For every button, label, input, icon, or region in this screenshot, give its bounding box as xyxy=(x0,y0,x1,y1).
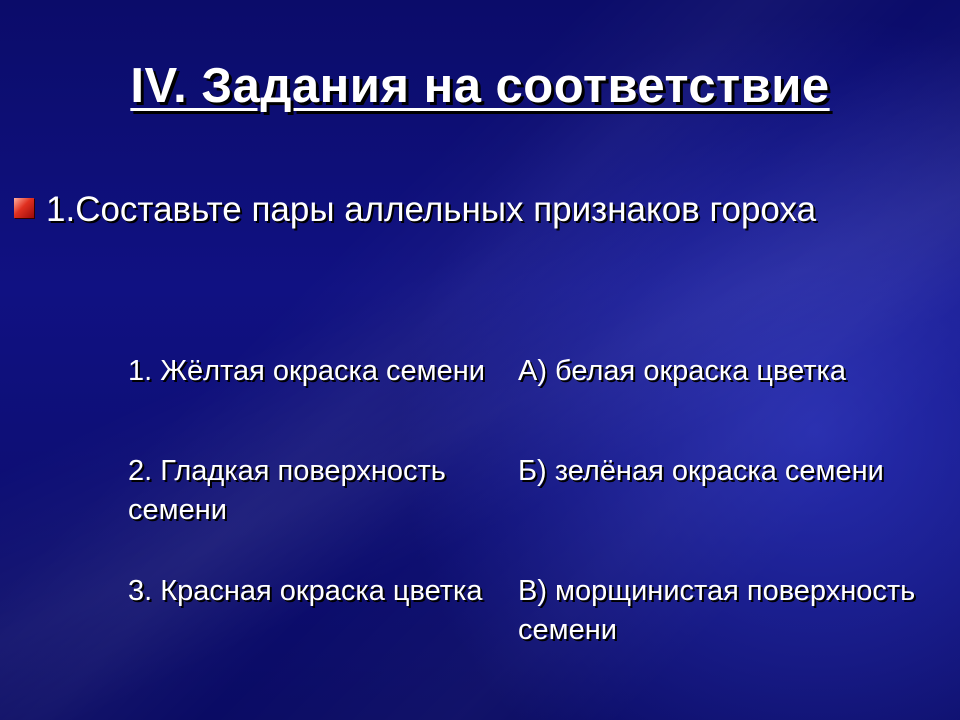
pair-row-3 xyxy=(128,572,932,650)
pair-row-1 xyxy=(128,352,918,391)
pair-row-2 xyxy=(128,452,918,530)
right-item-a: А) белая окраска цветка xyxy=(518,355,846,387)
right-item-b: Б) зелёная окраска семени xyxy=(518,455,884,487)
left-item-3: 3. Красная окраска цветка xyxy=(128,575,483,607)
task-text: 1.Составьте пары аллельных признаков гороха xyxy=(46,190,817,229)
slide-title: IV. Задания на соответствие xyxy=(130,59,830,113)
left-item-1: 1. Жёлтая окраска семени xyxy=(128,355,485,387)
task-bullet xyxy=(14,188,914,232)
square-bullet-icon xyxy=(14,198,34,218)
right-item-c: В) морщинистая поверхность семени xyxy=(518,575,932,646)
left-item-2: 2. Гладкая поверхность семени xyxy=(128,455,454,526)
